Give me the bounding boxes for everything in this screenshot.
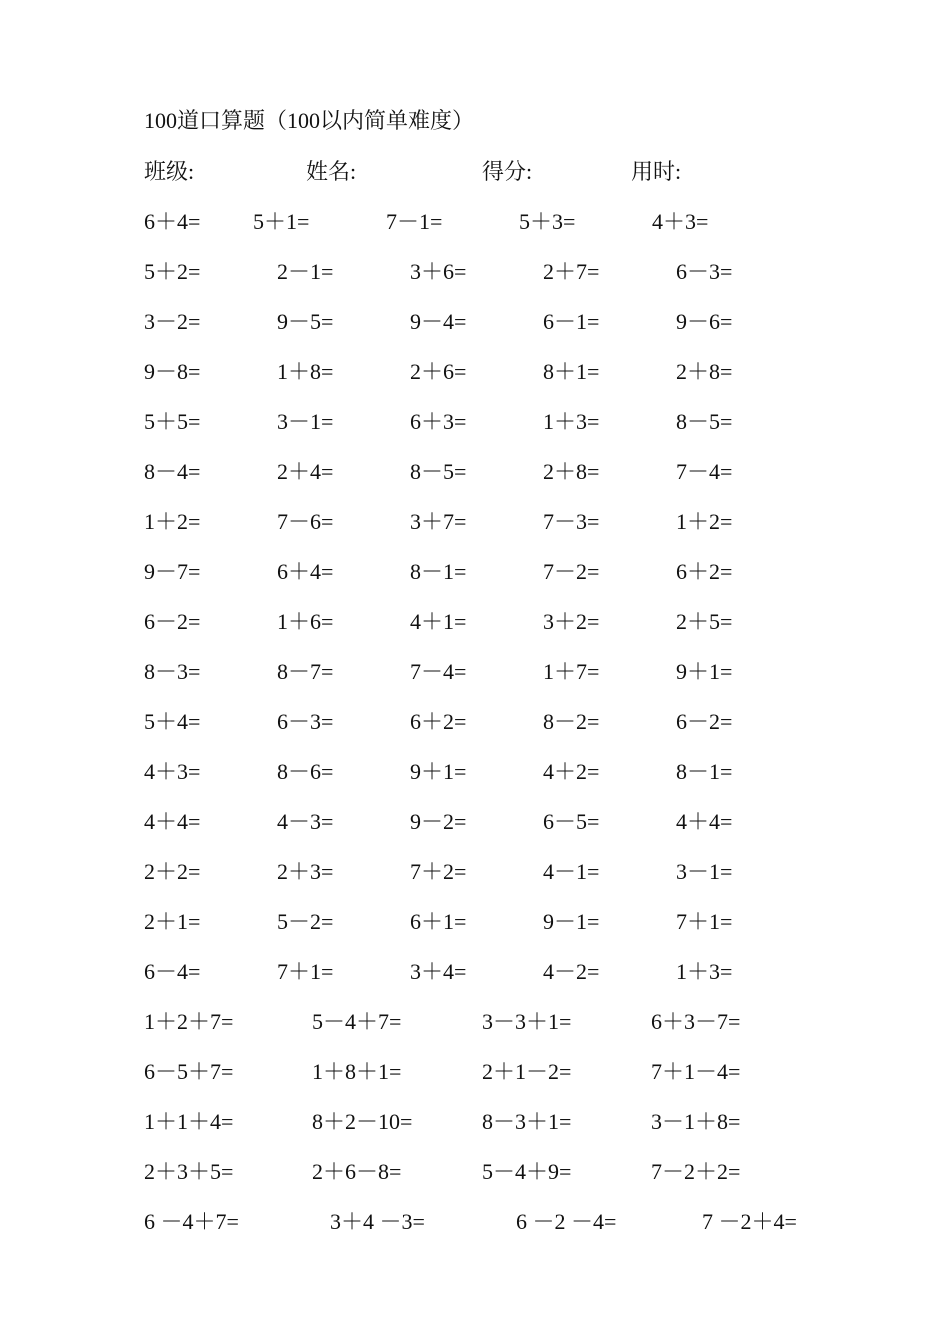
problem-item: 7＋1－4= [651,1059,741,1084]
problem-item: 7－1= [386,209,443,234]
problem-item: 3－1= [277,409,334,434]
problem-item: 1＋7= [543,659,600,684]
problem-row [0,905,950,935]
problem-item: 2＋8= [676,359,733,384]
problem-item: 1＋2= [144,509,201,534]
problem-item: 8－7= [277,659,334,684]
problem-item: 8－1= [676,759,733,784]
problem-row [0,705,950,735]
problem-item: 6 －2 －4= [516,1209,617,1234]
problem-row [0,605,950,635]
problem-item: 2＋7= [543,259,600,284]
problem-item: 4＋1= [410,609,467,634]
problem-item: 9－8= [144,359,201,384]
class-label: 班级: [144,159,195,184]
problem-item: 8＋1= [543,359,600,384]
problem-item: 8－2= [543,709,600,734]
problem-row [0,255,950,285]
problem-item: 7－2= [543,559,600,584]
problem-item: 2＋5= [676,609,733,634]
problem-item: 8＋2－10= [312,1109,413,1134]
problem-item: 2＋2= [144,859,201,884]
problem-item: 1＋8= [277,359,334,384]
problem-item: 2＋6－8= [312,1159,402,1184]
problem-item: 4＋2= [543,759,600,784]
problem-row [0,505,950,535]
problem-item: 6－2= [676,709,733,734]
problem-item: 5－4＋9= [482,1159,572,1184]
problem-item: 7＋2= [410,859,467,884]
problem-item: 7＋1= [676,909,733,934]
problem-row [0,305,950,335]
problem-item: 5－2= [277,909,334,934]
problem-item: 4－3= [277,809,334,834]
problem-item: 2＋6= [410,359,467,384]
problem-item: 3－2= [144,309,201,334]
problem-item: 6－4= [144,959,201,984]
problem-row [0,855,950,885]
problem-item: 7－6= [277,509,334,534]
problem-item: 1＋2= [676,509,733,534]
problem-item: 8－6= [277,759,334,784]
problem-item: 6 －4＋7= [144,1209,239,1234]
problem-row [0,405,950,435]
page-title: 100道口算题（100以内简单难度） [144,108,475,133]
problem-item: 1＋3= [543,409,600,434]
problem-row [0,205,950,235]
problem-item: 9－5= [277,309,334,334]
problem-row [0,755,950,785]
problem-item: 1＋3= [676,959,733,984]
problem-row [0,1055,950,1085]
problem-item: 4＋4= [144,809,201,834]
problem-row [0,805,950,835]
problem-item: 4－1= [543,859,600,884]
time-label: 用时: [631,159,682,184]
problem-item: 8－4= [144,459,201,484]
problem-item: 1＋2＋7= [144,1009,234,1034]
problem-row [0,555,950,585]
problem-item: 6＋2= [676,559,733,584]
problem-item: 9＋1= [410,759,467,784]
problem-item: 6＋3－7= [651,1009,741,1034]
problem-item: 5＋5= [144,409,201,434]
problem-item: 6＋4= [144,209,201,234]
problem-item: 3＋4 －3= [330,1209,425,1234]
problem-item: 2＋1－2= [482,1059,572,1084]
problem-item: 6＋1= [410,909,467,934]
problem-row [0,1105,950,1135]
problem-item: 3＋2= [543,609,600,634]
problem-item: 5＋1= [253,209,310,234]
problem-item: 4＋3= [144,759,201,784]
problem-item: 6＋3= [410,409,467,434]
problem-item: 6－5= [543,809,600,834]
problem-item: 6－2= [144,609,201,634]
problem-item: 6－3= [277,709,334,734]
problem-item: 3＋4= [410,959,467,984]
problem-item: 2＋3= [277,859,334,884]
problem-item: 9－1= [543,909,600,934]
problem-row [0,455,950,485]
problem-item: 1＋8＋1= [312,1059,402,1084]
problem-item: 7－4= [410,659,467,684]
problem-item: 2－1= [277,259,334,284]
problem-item: 3－3＋1= [482,1009,572,1034]
problem-item: 8－3＋1= [482,1109,572,1134]
problem-item: 8－3= [144,659,201,684]
problem-item: 5＋2= [144,259,201,284]
problem-row [0,1005,950,1035]
problem-item: 6＋4= [277,559,334,584]
problem-item: 3＋6= [410,259,467,284]
score-label: 得分: [482,159,533,184]
problem-item: 1＋6= [277,609,334,634]
student-info-row [0,155,950,185]
problem-row [0,355,950,385]
problem-item: 2＋1= [144,909,201,934]
problem-item: 7 －2＋4= [702,1209,797,1234]
problem-item: 5＋4= [144,709,201,734]
problem-item: 3＋7= [410,509,467,534]
problem-row [0,655,950,685]
problem-item: 9－2= [410,809,467,834]
problem-item: 7－3= [543,509,600,534]
problem-item: 7－2＋2= [651,1159,741,1184]
problem-row [0,1155,950,1185]
problem-row [0,955,950,985]
problem-item: 9－4= [410,309,467,334]
problem-item: 1＋1＋4= [144,1109,234,1134]
problem-item: 8－1= [410,559,467,584]
problem-item: 8－5= [676,409,733,434]
problem-item: 8－5= [410,459,467,484]
problem-item: 5－4＋7= [312,1009,402,1034]
problem-item: 6－3= [676,259,733,284]
problem-item: 6－5＋7= [144,1059,234,1084]
problem-item: 4－2= [543,959,600,984]
name-label: 姓名: [306,159,357,184]
problem-item: 3－1＋8= [651,1109,741,1134]
problem-item: 5＋3= [519,209,576,234]
problem-item: 7－4= [676,459,733,484]
problem-row [0,1205,950,1235]
problem-item: 9－6= [676,309,733,334]
problem-item: 2＋8= [543,459,600,484]
problem-item: 2＋4= [277,459,334,484]
problem-item: 9＋1= [676,659,733,684]
problem-item: 6＋2= [410,709,467,734]
problem-item: 2＋3＋5= [144,1159,234,1184]
problem-item: 3－1= [676,859,733,884]
problem-item: 4＋4= [676,809,733,834]
problem-item: 7＋1= [277,959,334,984]
problem-item: 9－7= [144,559,201,584]
problem-item: 6－1= [543,309,600,334]
problem-item: 4＋3= [652,209,709,234]
